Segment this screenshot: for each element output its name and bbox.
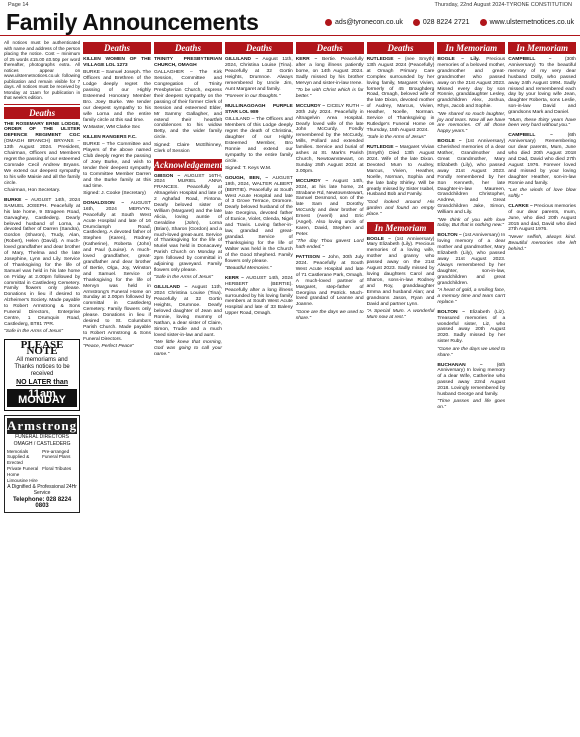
notice-verse: "Gone are the days we used to share." — [295, 309, 364, 321]
notice-body: AUGUST 16th, 2024 MERVYN. Peacefully at South West Acute Hospital and late of 16 Drumclamph Road, Castlederg. A devoted father of Stephen (Karen), Rodney (Katherine), Roberta (John) and Paul (Louise). A much-loved grandfather, great-grandfather and dear brother of Bertie, Olga, Joy, Winston and Samuel. Service of Thanksgiving for the life of Mervyn was held in Armstrong's Funeral Home on Sunday at 2.00pm followed by committal in Castlederg Cemetery. Family flowers only please. Donations in lieu if desired to St. Columba's Parish Church. Made payable to Robert Armstrong & Sons Funeral Directors. — [83, 200, 151, 342]
page-title: Family Announcements — [6, 9, 259, 35]
notice-body: John, 30th July 2024. Peacefully at South West Acute Hospital and late of 71 Castlerane Park, Omagh. A much-loved partner of Margaret, step-father of Georgina and Patrick. Much-loved grandad of Leanne and Joanne. — [295, 255, 364, 308]
section-heading: In Memoriam — [367, 222, 435, 234]
phone-icon — [413, 19, 420, 26]
notice-name: CLARKE – — [508, 203, 533, 209]
notice-name: MCCURDY – — [295, 178, 329, 184]
notice-name: THE ROSEMARY ERNE LODGE, ORDER OF THE ULSTER DEFENCE REGIMENT CGC — [4, 121, 81, 139]
column-6 — [367, 40, 435, 733]
notice — [296, 255, 364, 321]
notice-verse: "Time passes and life goes on." — [437, 399, 506, 411]
section-heading: Acknowledgement — [153, 159, 222, 170]
intro-text: All notices must be authenticated with name and address of the person placing the notice. Cost – minimum of 25 words £15.00 £0.50p per word thereafter, photographs extra. All notices appear on www.ulsternetnotices.co.uk following publication and remain visible for 7 days. All notices must be received by Monday at 11am for publication in that week's edition. — [4, 40, 80, 105]
notice-body: Precious memories of our dear parents, mum, June, who died 20th August 2015 and dad, David who died 27th August 1976. — [508, 203, 577, 233]
notice-name: BOLTON – — [437, 309, 465, 315]
notice-body: (1st Anniversary) In loving memory of a dear mother and grandmother, Mary Elizabeth (Lily), who passed away 21st August 2023. Always remembered by her daughter, son-in-law, grandchildren and great grandchildren. — [437, 233, 506, 286]
notice-verse: "A heart of gold, a smiling face, a memory time and tears can't replace." — [437, 288, 506, 305]
email-contact[interactable] — [325, 19, 403, 26]
advert-location: OMAGH / CASTLEDERG — [13, 440, 71, 447]
phone-contact[interactable] — [413, 19, 470, 26]
notice — [508, 57, 576, 129]
notice — [367, 237, 435, 321]
section-heading: Deaths — [225, 42, 293, 54]
notice-verse: "Forever in our thoughts." — [224, 93, 281, 99]
notice — [296, 104, 364, 175]
notice-name: CAMPBELL – — [508, 57, 552, 62]
notice-body: August 14th, 2024, at his late home, 24 Strabane Rd, Newtownstewart, Samuel Desmond, son of the late Sam and Dorothy McCurdy and dear brother of Ernest (Averil) and Eric (Angel). Also loving uncle of Karen, David, Stephen and Peter. — [295, 178, 364, 237]
section-heading: In Memoriam — [437, 42, 505, 54]
notice-body: BURKE – The Committee and Players of the above named Club deeply regret the passing of Joey Burke, and wish to tender their deepest sympathy to Committee Member Darren and the Burke family at this sad time. — [83, 142, 151, 189]
notice-name: GOUGH, BEN, – — [224, 175, 269, 181]
notice-name: TRINITY PRESBYTERIAN CHURCH, OMAGH — [153, 57, 222, 68]
notice — [437, 139, 505, 229]
notice-verse: "Safe in the Arms of Jesus" — [366, 135, 426, 141]
notice-name: RUTLEDGE – — [366, 145, 398, 151]
notice-sign: W.Master, WM Clarke Sec — [83, 124, 141, 130]
notice-body: AUGUST 16TH, 2024 MURIEL ANNA FRANCES. Peacefully at Altnagelvin Hospital and late of 2 Aghafad Road, Fintona. Dearly beloved sister of William (Margaret) and the late Alicia, loving auntie of Geraldine (John), Lorna (Brian), Sharon (Gordon) and a much-loved great-aunt. Service of Thanksgiving for the life of Muriel was held in Donacavey Parish Church on Monday at 2pm followed by committal in adjoining graveyard. Family flowers only please. — [153, 173, 222, 273]
notice — [225, 57, 293, 100]
notice — [437, 233, 505, 305]
notice-name: MCCURDY – — [295, 103, 326, 109]
section-heading: Deaths — [83, 42, 151, 54]
please-note-deadline: 11am MONDAY — [7, 389, 77, 407]
advert-name: Armstrong — [7, 417, 78, 433]
notice-body: GALLAGHER – The Kirk Session, Committee and Congregation of Trinity Presbyterian Church, express their deepest sympathy on the passing of their former Clerk of Session and esteemed Elder, Mr Sammy Gallagher, and extend their heartfelt condolences to his widow Betty, and the wider family circle. — [153, 70, 222, 141]
column-4 — [225, 40, 293, 733]
notice — [4, 198, 80, 335]
notice-body: AUGUST 19th, 2024, WALTER ALBERT (BERTIE). Peacefully at South West Acute Hospital and late of 3 Grove Terrace, Dromore. Dearly beloved husband of the late Georgina, devoted father of Eunice, Violet, Glenda, Nigel and Travis. Loving father-in-law, grandad and great-grandad. Service of Thanksgiving for the life of Walter was held in the Church of the Good Shepherd. Family flowers only please. — [224, 175, 293, 264]
advert-service: Pre-arranged Funeral Plans — [42, 448, 71, 460]
notice-name: PATTISON – — [295, 255, 326, 261]
notice-body: Precious memories of a beloved mother, grandmother and great-grandmother who passed away on the 21st August 2023. Missed every day by son Ronnie, granddaughter Lesley, grandchildren Alex, Joshua, Rhys, Jacob and Sophie. — [437, 57, 506, 110]
notice-name: GIBSON – — [153, 173, 181, 179]
notice-verse: "Never selfish, always kind. Beautiful memories she left behind." — [508, 234, 577, 252]
notice — [4, 122, 80, 194]
email-icon — [325, 19, 332, 26]
advert-sub: FUNERAL DIRECTORS — [15, 433, 70, 440]
notice-body: August 11th, 2024 Christina Louise (Tina). Peacefully at 32 Gortin Heights, Drumnoe. Dearly beloved daughter of Jean and Ronnie, loving mummy of Nathan, a dear sister of Claire, Simon, Trudie and a much loved sister-in-law and aunt. — [153, 285, 222, 338]
section-heading: Deaths — [154, 42, 222, 54]
notice — [225, 276, 293, 317]
notice-name: MULLINAGOAGH PURPLE STAR LOL 989 — [224, 103, 293, 115]
notice-body: GILLILAND – The Officers and Members of this Lodge deeply regret the death of Christina, daughter of our Highly Esteemed Member, Bro Ronnie and extend our sympathy to the entire family circle. — [224, 117, 293, 164]
column-1 — [4, 40, 80, 733]
notice-body: (6th Anniversary) In loving memory of a dear Wife, Catherine who passed away 22nd August 2018. Lovingly remembered by husband George and family. — [437, 362, 506, 398]
notice-name: GILLILAND – — [224, 57, 259, 62]
notice-verse: "The day Thou gavest Lord hath ended." — [295, 239, 364, 251]
notice-name: DONALDSON – — [83, 200, 125, 206]
notice — [437, 57, 505, 135]
column-8 — [508, 40, 576, 733]
notice-body: (OMAGH BRANCH) BRYANS – 13th August 2024. President, Chairman, Officers and Members regret the passing of our esteemed Comrade Cecil Andrew Bryans. We extend our deepest sympathy to his wife Maisie and all the family circle. — [4, 139, 81, 186]
issue-date: Thursday, 22nd August 2024-TYRONE CONSTITUTION — [434, 2, 572, 8]
notice-body: CICELY RUTH – 20th July 2024. Peacefully in Altnagelvin Area Hospital. Dearly loved wife of the late John McCurdy. Fondly remembered by the McCurdy, Mills, Pollard and extended families. Service and burial of ashes at St. Mark's Parish Church, Newtownstewart, on Sunday 25th August 2024 at 3.00pm. — [295, 103, 364, 174]
notice — [508, 133, 576, 199]
notice-verse: "Beautiful Memories." — [224, 265, 272, 271]
notice-verse: "Let the winds of love blow softly." — [508, 188, 577, 199]
section-heading: Deaths — [4, 107, 80, 119]
notice — [154, 174, 222, 282]
notice-verse: "God looked around His garden and found an empty place." — [366, 199, 435, 217]
notice-body: (1st Anniversary) Mary Elizabeth (Lily). Precious memories of a loving wife, mother and granny who passed away on the 21st August 2023. Sadly missed by loving daughters Carol and Sharon, sons-in-law Rodney and Roy, granddaughter Emma and husband Alan; and grandsons Jason, Ryan and David and partner Lynn. — [366, 236, 435, 307]
notice-verse: "We shared so much laughter, joy and tears. Now all we have are memories. Of all those happy years." — [437, 111, 506, 135]
notice — [83, 201, 151, 350]
please-note-text: All memoriams and Thanks notices to be received — [14, 357, 70, 378]
column-5 — [296, 40, 364, 733]
notice-body: (nee Smyth) 13th August 2024 (Peacefully) at Omagh Primary Care Complex surrounded by her loving family, Margaret Vivien, formerly of 45 Broughderg Road, Omagh, beloved wife of the late Dixon, devoted mother of Audrey, Marcus, Vivien, Heather, Noelle, Norman. Service of Thanksgiving in Rutledge's Funeral Home on Thursday, 15th August 2024. — [366, 57, 435, 133]
notice-name: BOGLE – Lily. — [437, 57, 480, 62]
notice — [83, 135, 151, 197]
notice-verse: "We think of you with love today, But that is nothing new." — [437, 217, 506, 229]
web-text: www.ulsternetnotices.co.uk — [489, 19, 574, 26]
notice-body: AUGUST 14th, 2024 SAMUEL JOSEPH. Peacefully at his late home, 9 Strageen Road, Garvaghey, Castlederg. Dearly beloved husband of Lorna, a devoted father of Darren (Sandra), Gordon (Sharon), Trudy, Alan, (Robert), Helen (David). A much-loved grandfather and dear brother of Mary, Thelma and the late Josephine, Lynn and Lily. Service of Thanksgiving for the life of Samuel was held in his late home on Friday at 2.00pm followed by committal in Castlederg Cemetery. Family flowers only please. Donations in lieu if desired to Alzheimer's Society. Made payable to Robert Armstrong & Sons Funeral Directors, Enterprise Centre, 1 Drumquin Road, Castlederg, BT81 7PR. — [4, 197, 81, 327]
column-2 — [83, 40, 151, 733]
please-note-box — [4, 339, 80, 411]
notice — [154, 57, 222, 155]
notice-body: BURKE – Samuel Joseph. The Officers and Brethren of the Lodge deeply regret the passing of our Highly Esteemed Honorary Member Bro. Joey Burke. We tender our deepest sympathy to his wife Lorna and the entire family circle at this sad time. — [83, 70, 151, 123]
notice-name: KILLEN RANGERS F.C. — [83, 134, 137, 140]
notice-body: AUGUST 14th, 2024 HERBERT (BERTIE). Peacefully after a long illness surrounded by his loving family members at South West Acute Hospital and late of 33 Baleny Upper Road, Omagh. — [224, 275, 293, 317]
notice-name: GILLILAND – — [153, 285, 188, 291]
notice-verse: "Gone are the days we used to share." — [437, 346, 506, 358]
contact-bar — [325, 19, 574, 26]
notice — [296, 179, 364, 251]
notice-sign: Signed: J. Cooke (Secretary) — [83, 191, 146, 197]
notice — [367, 145, 435, 217]
page-number: Page 14 — [8, 2, 29, 8]
notice — [437, 310, 505, 359]
advert-services — [7, 449, 77, 484]
notice-verse: "To be with Christ which is far better." — [295, 88, 364, 99]
notice-sign: Signed: T. Keys W.M. — [224, 165, 272, 171]
advert-service: Floral Tributes — [42, 466, 72, 472]
notice-name: CAMPBELL – — [508, 133, 553, 139]
notice-body: Elizabeth (Liz). Treasured memories of a wonderful sister, Liz, who passed away 20th August 2020. Sadly missed by her sister Ruby. — [437, 309, 506, 345]
notice — [154, 285, 222, 357]
notice-name: KERR – — [224, 275, 244, 281]
notice-name: RUTLEDGE – — [366, 57, 401, 62]
notice — [508, 204, 576, 253]
column-3 — [154, 40, 222, 733]
notice-body: Margaret Vivian (Smyth) Died 13th August 2024. Wife of the late Dixon. Devoted Mum to Audrey, Marcus, Vivien, Heather, Noelle, Norman, Sophia and the late baby Shirley. Will be greatly missed by Sister Isabel, Husband Bob and Family. — [366, 145, 435, 198]
advert-phone: Telephone: 028 8224 0803 — [12, 496, 72, 509]
advert-service: Limousine Hire — [7, 478, 38, 484]
column-7 — [437, 40, 505, 733]
notice-verse: "Mum, these thirty years have been very hard without you." — [508, 117, 577, 129]
notice-name: BURKE – — [4, 197, 28, 203]
notice-body: (6th Anniversary) Remembering our dear parents, Mum, June who died 20th August 2018 and Dad, David who died 27th August 1976. Forever loved and missed by your loving daughter Heather, son-in-law Ronnie and family. — [508, 133, 577, 186]
section-heading: Deaths — [367, 42, 435, 54]
notice-name: BUCHANAN – — [437, 362, 483, 368]
notice-name: BOGLE – — [366, 236, 391, 242]
notice — [296, 57, 364, 100]
advert-tagline: A Dignified & Professional 24Hr Service — [7, 484, 77, 496]
notice-verse: "We little knew that morning, God was going to call your name." — [153, 339, 222, 357]
email-text: ads@tyronecon.co.uk — [335, 19, 403, 26]
section-heading: Deaths — [296, 42, 364, 54]
notice-name: KERR – — [295, 57, 318, 62]
notice — [225, 104, 293, 172]
notice — [367, 57, 435, 141]
notice-body: Bertie. Peacefully after a long illness patiently borne, on 14th August 2024. Sadly missed by his brother Mervyn and sister-in-law Irene. — [295, 57, 364, 86]
notice-name: BOGLE – — [437, 139, 462, 145]
notice-sign: Chairman, Hon Secretary. — [4, 187, 61, 193]
notice-name: BOLTON – — [437, 233, 462, 239]
please-note-nolater: NO LATER than — [16, 379, 69, 387]
web-contact[interactable] — [480, 19, 574, 26]
notice — [83, 57, 151, 131]
section-heading: In Memoriam — [508, 42, 576, 54]
notice-body: (30th Anniversary) To the beautiful memory of my very dear husband Dolly, who passed away 24th August 1994. Sadly missed and remembered each day by your loving wife Jean, daughter Roberta, sons Leslie, son-in-law David and grandsons Mark and Daniel. — [508, 57, 577, 116]
notice-name: KILLEN WOMEN OF THE VILLAGE LOL 1273 — [83, 57, 151, 68]
notice-verse: "Peace, Perfect Peace" — [83, 344, 134, 350]
phone-text: 028 8224 2721 — [422, 19, 470, 26]
advert-service: Private Funeral Home — [7, 466, 39, 478]
globe-icon — [480, 19, 487, 26]
notice — [225, 176, 293, 272]
notice-verse: "A Special Mum. A wonderful Mum now at rest." — [366, 308, 435, 320]
notice-verse: "Safe in the Arms of Jesus" — [153, 275, 213, 281]
masthead — [0, 10, 580, 36]
notice-body: August 11th, 2024, Christina Louise (Tina). Peacefully at 32 Gortin Heights, Drumnoe. Always remembered by Uncle Jim, Aunt Margaret and family. — [224, 57, 293, 92]
please-note-title: PLEASE NOTE — [20, 339, 64, 358]
columns — [4, 40, 576, 733]
notice-verse: "Safe in the Arms of Jesus" — [4, 329, 64, 335]
notice-sign: Signed: Claire McElhinney, Clerk of Session — [153, 142, 222, 154]
advert-armstrong[interactable] — [4, 415, 80, 513]
advert-service: Memorials Supplied & Erected — [7, 448, 30, 466]
notice-body: (1st Anniversary) Cherished memories of a dear Mother, Grandmother and Great Grandmother, Mary Elizabeth (Lily), who passed away 21st August 2023. Fondly remembered by her Son Kenneth, her late Daughter-in-law Maureen, Grandchildren Christopher, Andrew, and Great Grandchildren Jake, Simon, William and Lily. — [437, 139, 506, 216]
notice — [437, 363, 505, 412]
